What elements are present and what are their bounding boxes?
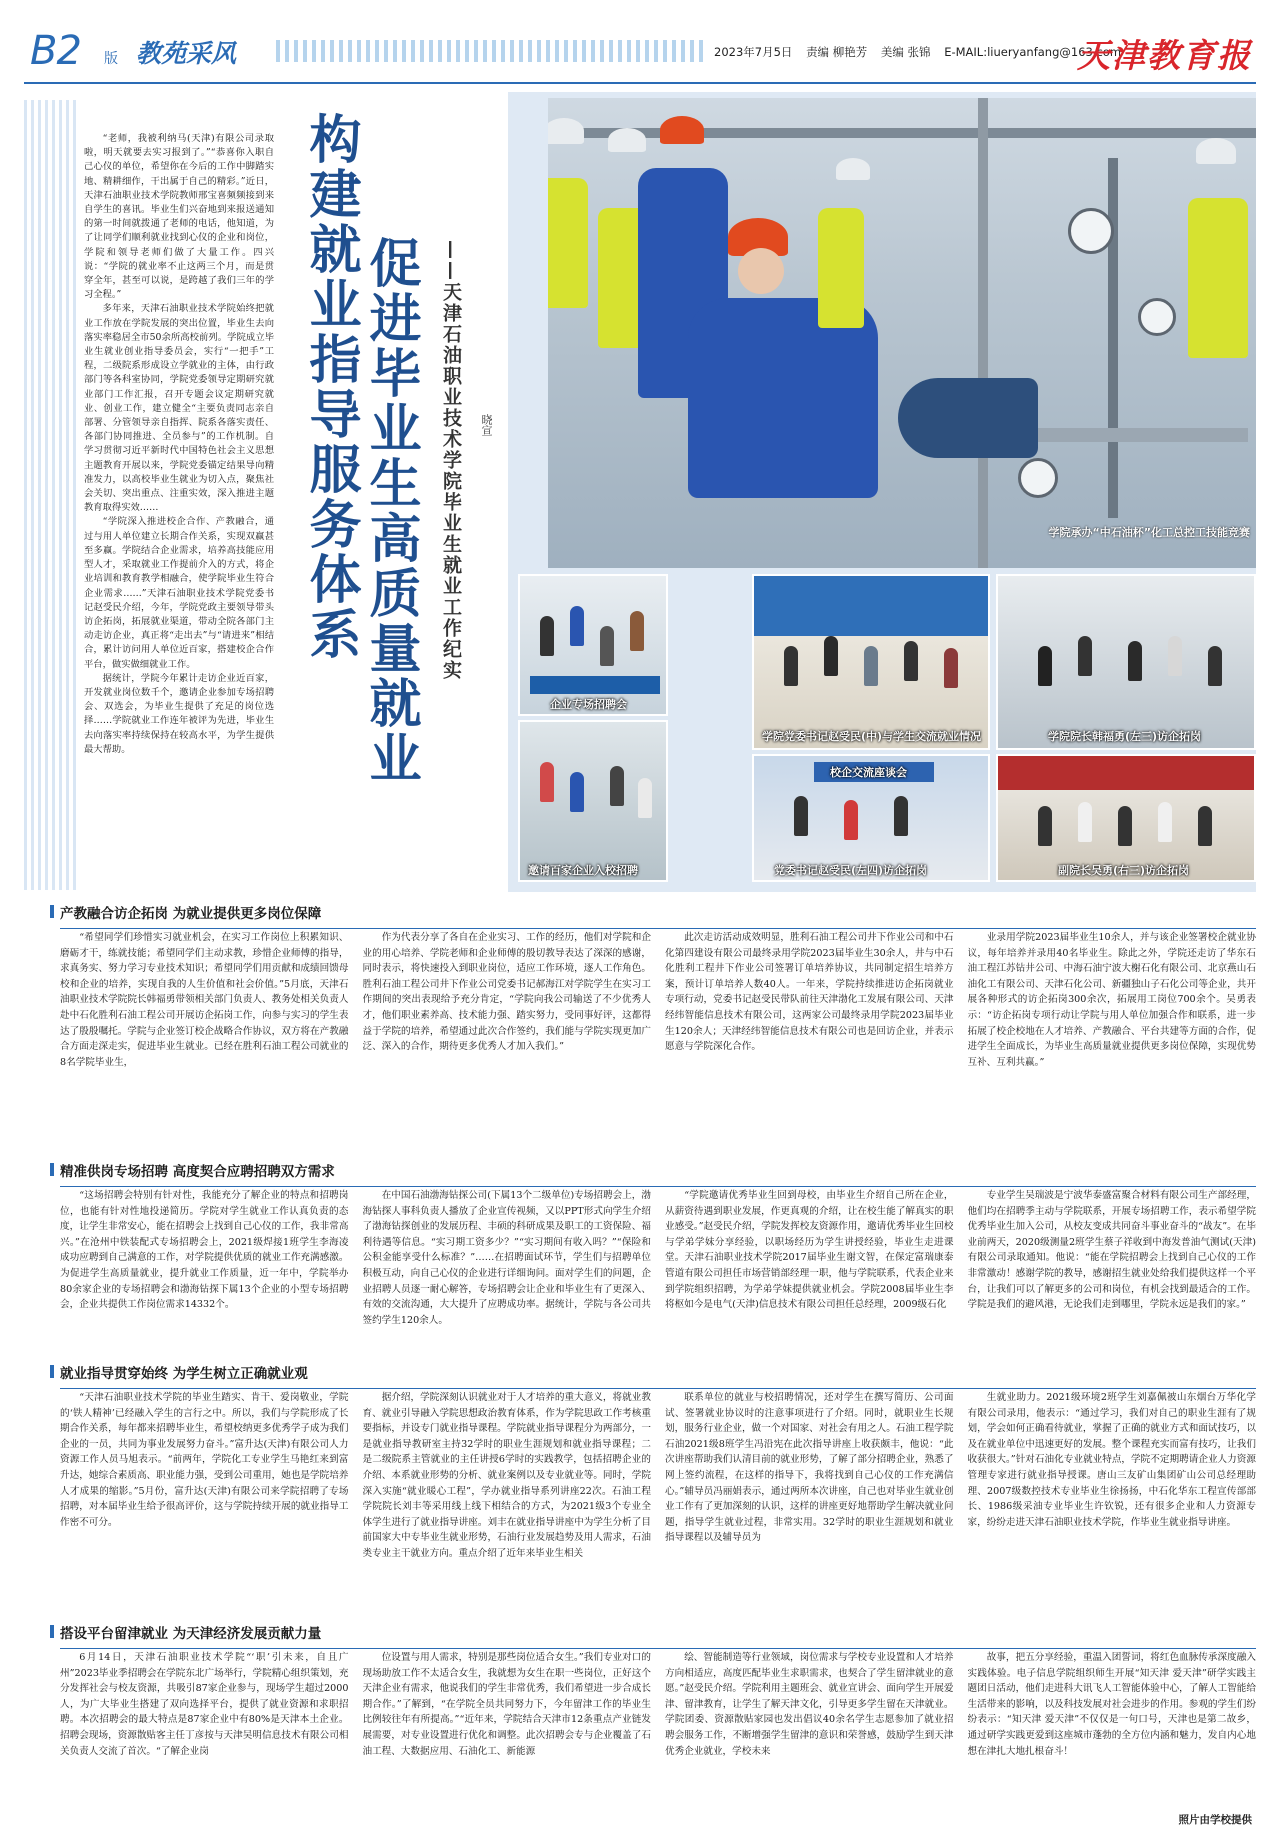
editor: 责编 柳艳芳 — [806, 45, 868, 59]
paragraph: 绘、智能制造等行业领域，岗位需求与学校专业设置和人才培养方向相适应，高度匹配毕业生求职需求，也契合了学生留津就业的意愿。”赵受民介绍。学院利用主题班会、就业宣讲会、面向学生开展爱津、留津教育，让学生了解天津文化，引导更多学生留在天津就业。学院团委、资源散贴家园也发出倡议40余名学生志愿参加了就业招聘会服务工作，不断增强学生留津的意识和荣誉感，鼓励学生到天津优秀企业就业，学校未来 — [665, 1652, 954, 1757]
decorative-stripes — [24, 100, 76, 890]
photo-caption: 副院长吴勇(右三)访企拓岗 — [1058, 864, 1190, 877]
page-number: B2 — [30, 28, 81, 74]
paragraph: “天津石油职业技术学院的毕业生踏实、肯干、爱岗敬业，学院的‘铁人精神’已经融入学生的言行之中。所以，我们与学院形成了长期合作关系，每年都来招聘毕业生，希望校纳更多优秀学子成为我们企业的一员，共同为事业发展努力奋斗。”富升达(天津)有限公司人力资源工作人员马旭表示。“前两年，学院化工专业学生马艳红来到富升达，她综合素质高、职业能力强，受到公司重用，她也是学院培养人才成果的缩影。”5月份，富升达(天津)有限公司来学院招聘了专场招聘，对本届毕业生给予很高评价，这与学院持续开展的就业指导工作密不可分。 — [60, 1392, 349, 1528]
masthead-meta — [714, 44, 1131, 60]
paragraph: 生就业助力。2021级环境2班学生刘嘉佩被山东烟台万华化学有限公司录用，他表示：“通过学习，我们对自己的职业生涯有了规划，学会如何正确看待就业，掌握了正确的就业方式和面试技巧，以及在就业单位中迅速更好的发展。整个课程充实而富有技巧，让我们收获很大。”针对石油化专业就业特点，学院不定期聘请企业人力资源管理专家进行就业指导授课。唐山三友矿山集团矿山公司总经理助理、2007级数控技术专业毕业生徐扬扬，中石化华东工程宣传部部长、1986级采油专业毕业生许钦锐，还有很多企业和人力资源专家，纷纷走进天津石油职业技术学院，作毕业生就业指导讲座。 — [967, 1392, 1256, 1528]
text-column — [665, 1650, 954, 1808]
section-heading: 产教融合访企拓岗 为就业提供更多岗位保障 — [60, 902, 1256, 929]
text-column — [363, 930, 652, 1150]
section-body — [60, 1390, 1256, 1612]
text-column — [665, 1188, 954, 1354]
photo-caption: 学院院长韩福勇(左三)访企拓岗 — [1048, 730, 1202, 743]
paragraph: 6月14日，天津石油职业技术学院“‘职’引未来，自且广州”2023毕业季招聘会在学院东北广场举行，学院精心组织策划，充分发挥社会与校友资源，共吸引87家企业参与，现场学生超过2000人，为广大毕业生搭建了双向选择平台，提供了就业资源和求职招聘。本次招聘会的最大特点是87家企业中有80%是天津本土企业。招聘会现场，资源散贴客主任丁彦按与天津吴明信息技术有限公司相关负责人交流了首次。“了解企业岗 — [60, 1652, 349, 1757]
section-body — [60, 1650, 1256, 1808]
photo-caption: 党委书记赵受民(左四)访企拓岗 — [774, 864, 928, 877]
designer: 美编 张锦 — [880, 45, 931, 59]
photo-caption: 邀请百家企业入校招聘 — [528, 864, 638, 877]
paragraph: 此次走访活动成效明显，胜利石油工程公司井下作业公司和中石化第四建设有限公司最终录用学院2023届毕业生30余人，井与中石化胜利工程井下作业公司签署订单培养协议，共同制定招生培养方案，预计订单培养人数40人。一年来，学院持续推进访企拓岗就业专项行动，党委书记赵受民带队前往天津渤化工发展有限公司、天津经纬智能信息技术有限公司，这两家公司最终录用学院2023届毕业生120余人；天津经纬智能信息技术有限公司也是回访企业，并表示愿意与学院深化合作。 — [665, 932, 954, 1053]
paragraph: 业录用学院2023届毕业生10余人，并与该企业签署校企就业协议，每年培养并录用40名毕业生。除此之外，学院还走访了华东石油工程江苏钻井公司、中海石油宁波大榭石化有限公司、北京燕山石油化工有限公司、天津石化公司、新疆独山子石化公司等企业，共开展各种形式的访企拓岗300余次，拓展用工岗位700余个。吴勇表示：“访企拓岗专项行动让学院与用人单位加强合作和联系，进一步拓展了校企校地在人才培养、产教融合、平台共建等方面的合作，促进学生全面成长，为毕业生高质量就业提供更多岗位保障，实现优势互补、互利共赢。” — [967, 932, 1256, 1068]
photo-president-visit — [996, 574, 1256, 750]
paragraph: “希望同学们珍惜实习就业机会，在实习工作岗位上积累知识、磨砺才干，练就技能；希望同学们主动求教，珍惜企业师傅的指导，求真务实、努力学习专业技术知识；希望同学们用贡献和成绩回馈母校和企业的培养，实现自我的人生价值和社会价值。”5月底，天津石油职业技术学院院长韩福勇带领相关部门负责人、教务处相关负责人赴中石化胜利石油工程公司开展访企拓岗工作，向参与实习的学生表达了殷殷嘱托。学院与企业签订校企战略合作协议，双方将在产教融合方面走深走实，促进毕业生就业。已经在胜利石油工程公司就业的8名学院毕业生， — [60, 932, 349, 1068]
section-heading: 精准供岗专场招聘 高度契合应聘招聘双方需求 — [60, 1160, 1256, 1187]
text-column — [665, 930, 954, 1150]
lead-paragraph: 据统计，学院今年累计走访企业近百家，开发就业岗位数千个，邀请企业参加专场招聘会、双选会，为毕业生提供了充足的岗位选择……学院就业工作连年被评为先进，毕业生去向落实率持续保持在较高水平，为学生提供最大帮助。 — [84, 672, 274, 755]
main-headline: 构建就业指导服务体系 — [300, 112, 360, 662]
text-column — [968, 930, 1257, 1150]
paragraph: “学院邀请优秀毕业生回到母校，由毕业生介绍自己所在企业，从薪资待遇到职业发展，作更真观的介绍，让在校生能了解真实的职业感受。”赵受民介绍，学院发挥校友资源作用，邀请优秀毕业生回校与学弟学妹分享经验，以职场经历为学生讲授经验，毕业生走进课堂。天津石油职业技术学院2017届毕业生谢文智，在保定富瑞康泰管道有限公司担任市场营销部经理一职，他与学院联系，代表企业来到学院组织招聘，为学弟学妹提供就业机会。学院2008届毕业生李将枢如今是电气(天津)信息技术有限公司担任总经理，2009级石化 — [665, 1190, 954, 1311]
lead-paragraph: “老师，我被利纳马(天津)有限公司录取啦，明天就要去实习报到了。”“恭喜你入职自己心仪的单位，希望你在今后的工作中脚踏实地、精耕细作，干出属于自己的精彩。”近日，天津石油职业技术学院教师邢宝喜频频接到来自学生的喜讯。毕业生们兴奋地到来报送通知的第一时间就拨通了老师的电话，他知道，为了让同学们顺利就业找到心仪的企业和岗位，学院和领导老师们做了大量工作。四兴说：“学院的就业率不止这两三个月，而是贯穿全年，甚至可以说，是跨越了我们三年的学习全程。” — [84, 133, 274, 301]
photo-caption: 校企交流座谈会 — [830, 766, 907, 779]
text-column — [363, 1650, 652, 1808]
photo-enterprise-recruitment — [518, 720, 668, 882]
sub-headline: 促进毕业生高质量就业 — [360, 236, 420, 786]
section-body — [60, 1188, 1256, 1354]
paragraph: 联系单位的就业与校招聘情况，还对学生在撰写简历、公司面试、签署就业协议时的注意事项进行了介绍。同时，就职业生长规划，服务行业企业，做一个对国家、对社会有用之人。石油工程学院石油2021级8班学生冯沿宪在此次指导讲座上收获颇丰，他说：“此次讲座帮助我们认清目前的就业形势，了解了部分招聘企业，熟悉了网上签约流程，在这样的指导下，我将找到自己心仪的工作充满信心。”辅导员冯丽娟表示，通过两所本次讲座，自己也对毕业生就业创业工作有了更加深刻的认识，这样的讲座更好地帮助学生解决就业问题，指导学生就业过程，非常实用。32学时的职业生涯规划和就业指导课程以及辅导员为 — [665, 1392, 954, 1544]
lead-paragraph: 多年来，天津石油职业技术学院始终把就业工作放在学院发展的突出位置，毕业生去向落实率稳居全市50余所高校前列。学院成立毕业生就业创业指导委员会，实行“一把手”工程，二级院系形成设立学就业的主体，由行政部门等各科室协同，学院党委领导定期研究就业部门工作汇报，召开专题会议定期研究就业、创业工作，建立健全“主要负责同志亲自部署、分管领导亲自指挥、院系各落实责任、各部门协同推进、全员参与”的工作机制。自学习贯彻习近平新时代中国特色社会主义思想主题教育开展以来，学院党委锚定结果导向精准发力，以高校毕业生就业为切入点，聚焦社会关切、突出重点、注重实效，深入推进主题教育取得实效…… — [84, 303, 274, 514]
paragraph: 位设置与用人需求，特别是那些岗位适合女生。”我们专业对口的现场助放工作不太适合女生，我就想为女生在职一些岗位，正好这个天津企业有需求，他说我们的学生非常优秀，我们希望进一步合成长期合作。”了解到，“在学院全员共同努力下，今年留津工作的毕业生比例较往年有所提高。”“近年来，学院结合天津市12条重点产业链发展需要，对专业设置进行优化和调整。此次招聘会专与企业覆盖了石油工程、大数据应用、石油化工、新能源 — [362, 1652, 651, 1757]
masthead-decoration — [276, 40, 706, 62]
text-column — [60, 930, 349, 1150]
paragraph: 在中国石油渤海钻探公司(下属13个二级单位)专场招聘会上，渤海钻探人事科负责人播放了企业宣传视频，又以PPT形式向学生介绍了渤海钻探创业的发展历程、丰硕的科研成果及职工的工资保险、福利待遇等信息。“实习期工资多少？”“实习期间有收入吗？”“保险和公积金能享受什么标准？”……在招聘面试环节，学生们与招聘单位积极互动，向自己心仪的企业进行详细询问。面对学生们的问题，企业招聘人员逐一耐心解答，专场招聘会让企业和毕业生有了更深入、有效的交流沟通，大大提升了应聘成功率。据统计，学院与各公司共签约学生120余人。 — [362, 1190, 651, 1326]
text-column — [968, 1390, 1257, 1612]
column-name: 教苑采风 — [136, 39, 237, 68]
section-body — [60, 930, 1256, 1150]
text-column — [60, 1650, 349, 1808]
editor-email: E-MAIL:liueryanfang@163.com — [944, 45, 1122, 59]
issue-date: 2023年7月5日 — [714, 45, 793, 59]
masthead-rule — [24, 82, 1256, 84]
photo-credit: 照片由学校提供 — [1178, 1814, 1252, 1826]
paragraph: 作为代表分享了各自在企业实习、工作的经历，他们对学院和企业的用心培养、学院老师和企业师傅的殷切教导表达了深深的感谢，同时表示，将快速投入到职业岗位，适应工作环境，逐人工作角色。胜利石油工程公司井下作业公司党委书记郝海江对学院学生在实习工作期间的突出表现给予充分肯定，“学院向我公司输送了不少优秀人才，他们职业素养高、技术能力强、踏实努力，受同事好评，这都得益于学院的培养，希望通过此次合作签约，我们能与学院实现更加广泛、深入的合作，期待更多优秀人才加入我们。” — [362, 932, 651, 1053]
text-column — [60, 1390, 349, 1612]
photo-job-fair — [518, 574, 668, 716]
photo-caption: 学院党委书记赵受民(中)与学生交流就业情况 — [762, 730, 982, 743]
text-column — [968, 1188, 1257, 1354]
text-column — [363, 1390, 652, 1612]
photo-vice-president-visit — [996, 754, 1256, 882]
lead-paragraph: “学院深入推进校企合作、产教融合，通过与用人单位建立长期合作关系，实现双赢甚至多赢。学院结合企业需求，培养高技能应用型人才，采取就业工作提前介入的方式，将企业培训和教育教学相融合，使学院毕业生符合企业需求……”天津石油职业技术学院党委书记赵受民介绍，今年，学院党政主要领导带头访企拓岗，拓展就业渠道，带动全院各部门主动走访企业，真正将“走出去”与“请进来”相结合，累计访问用人单位近百家，搭建校企合作平台，做实做细就业工作。 — [84, 516, 274, 670]
paragraph: 据介绍，学院深刻认识就业对于人才培养的重大意义，将就业教育、就业引导融入学院思想政治教育体系，作为学院思政工作考核重要指标，并设专门就业指导课程。学院就业指导课程分为两部分，一是就业指导教研室主持32学时的职业生涯规划和就业指导课程；二是二级院系主管就业的主任讲授6学时的实践教学，包括招聘企业的介绍、本系就业形势的分析、就业案例以及专业就业等。同时，学院深入实施“就业暖心工程”，学办就业指导系列讲座22次。石油工程学院院长刘丰等采用线上线下相结合的方式，为2021级3个专业全体学生进行了就业指导讲座。刘丰在就业指导讲座中为学生分析了目前国家大中专毕业生就业形势，石油行业发展趋势及用人需求，石油类专业主干就业方向。重点介绍了近年来毕业生相关 — [362, 1392, 651, 1559]
photo-caption: 企业专场招聘会 — [550, 698, 627, 711]
main-photo — [548, 98, 1256, 568]
masthead — [24, 26, 1256, 78]
paragraph: 专业学生吴瑞波是宁波华泰盛富聚合材料有限公司生产部经理，他们均在招聘季主动与学院联系，开展专场招聘工作，表示希望学院优秀毕业生加入公司，从校友变成共同奋斗事业奋斗的“战友”。在毕业前两天，2020级测量2班学生蔡子祥收到中海发普油气测试(天津)有限公司录取通知。他说：“能在学院招聘会上找到自己心仪的工作非常激动！感谢学院的教导，感谢招生就业处给我们提供这样一个平台，让我们可以了解更多的公司和岗位，有机会找到最适合的工作。学院是我们的避风港，无论我们走到哪里，学院永远是我们的家。” — [967, 1190, 1256, 1311]
photo-party-secretary-talk — [752, 574, 990, 750]
section-heading: 就业指导贯穿始终 为学生树立正确就业观 — [60, 1362, 1256, 1389]
byline: 晓宣 — [480, 414, 493, 436]
photo-school-enterprise-forum — [752, 754, 990, 882]
paragraph: “这场招聘会特别有针对性，我能充分了解企业的特点和招聘岗位，也能有针对性地投递简历。学院对学生就业工作认真负责的态度，让学生非常安心，能在招聘会上找到自己心仪的工作，我非常高兴。”在沧州中铁装配式专场招聘会上，2021级焊接1班学生李海凌成功应聘到自己满意的工作，对学院提供优质的就业工作充满感激。为促进学生高质量就业，提升就业工作质量，近一年中，学院举办80余家企业的专场招聘会和渤海钻探下属13个企业的小型专场招聘会，企业共提供工作岗位需求14332个。 — [60, 1190, 349, 1311]
text-column — [665, 1390, 954, 1612]
text-column — [968, 1650, 1257, 1808]
text-column — [363, 1188, 652, 1354]
page-number-suffix: 版 — [104, 51, 118, 67]
text-column — [60, 1188, 349, 1354]
newspaper-logo: 天津教育报 — [1077, 36, 1252, 75]
main-photo-caption: 学院承办“中石油杯”化工总控工技能竞赛 — [1048, 526, 1250, 539]
headline-kicker: ——天津石油职业技术学院毕业生就业工作纪实 — [440, 240, 462, 681]
paragraph: 故事，把五分享经验，重温入团誓词，将红色血脉传承深度融入实践体验。电子信息学院组织师生开展“知天津 爱天津”研学实践主题团日活动，他们走进科大讯飞人工智能体验中心，了解人工智能给生活带来的影响，以及科技发展对社会进步的作用。参观的学生们纷纷表示：“知天津 爱天津”不仅仅是一句口号，天津也是第二故乡，通过研学实践更爱到这座城市蓬勃的全方位内涵和魅力，发自内心地想在津扎大地扎根奋斗！ — [967, 1652, 1256, 1757]
section-heading: 搭设平台留津就业 为天津经济发展贡献力量 — [60, 1622, 1256, 1649]
lead-article-body — [84, 132, 274, 880]
